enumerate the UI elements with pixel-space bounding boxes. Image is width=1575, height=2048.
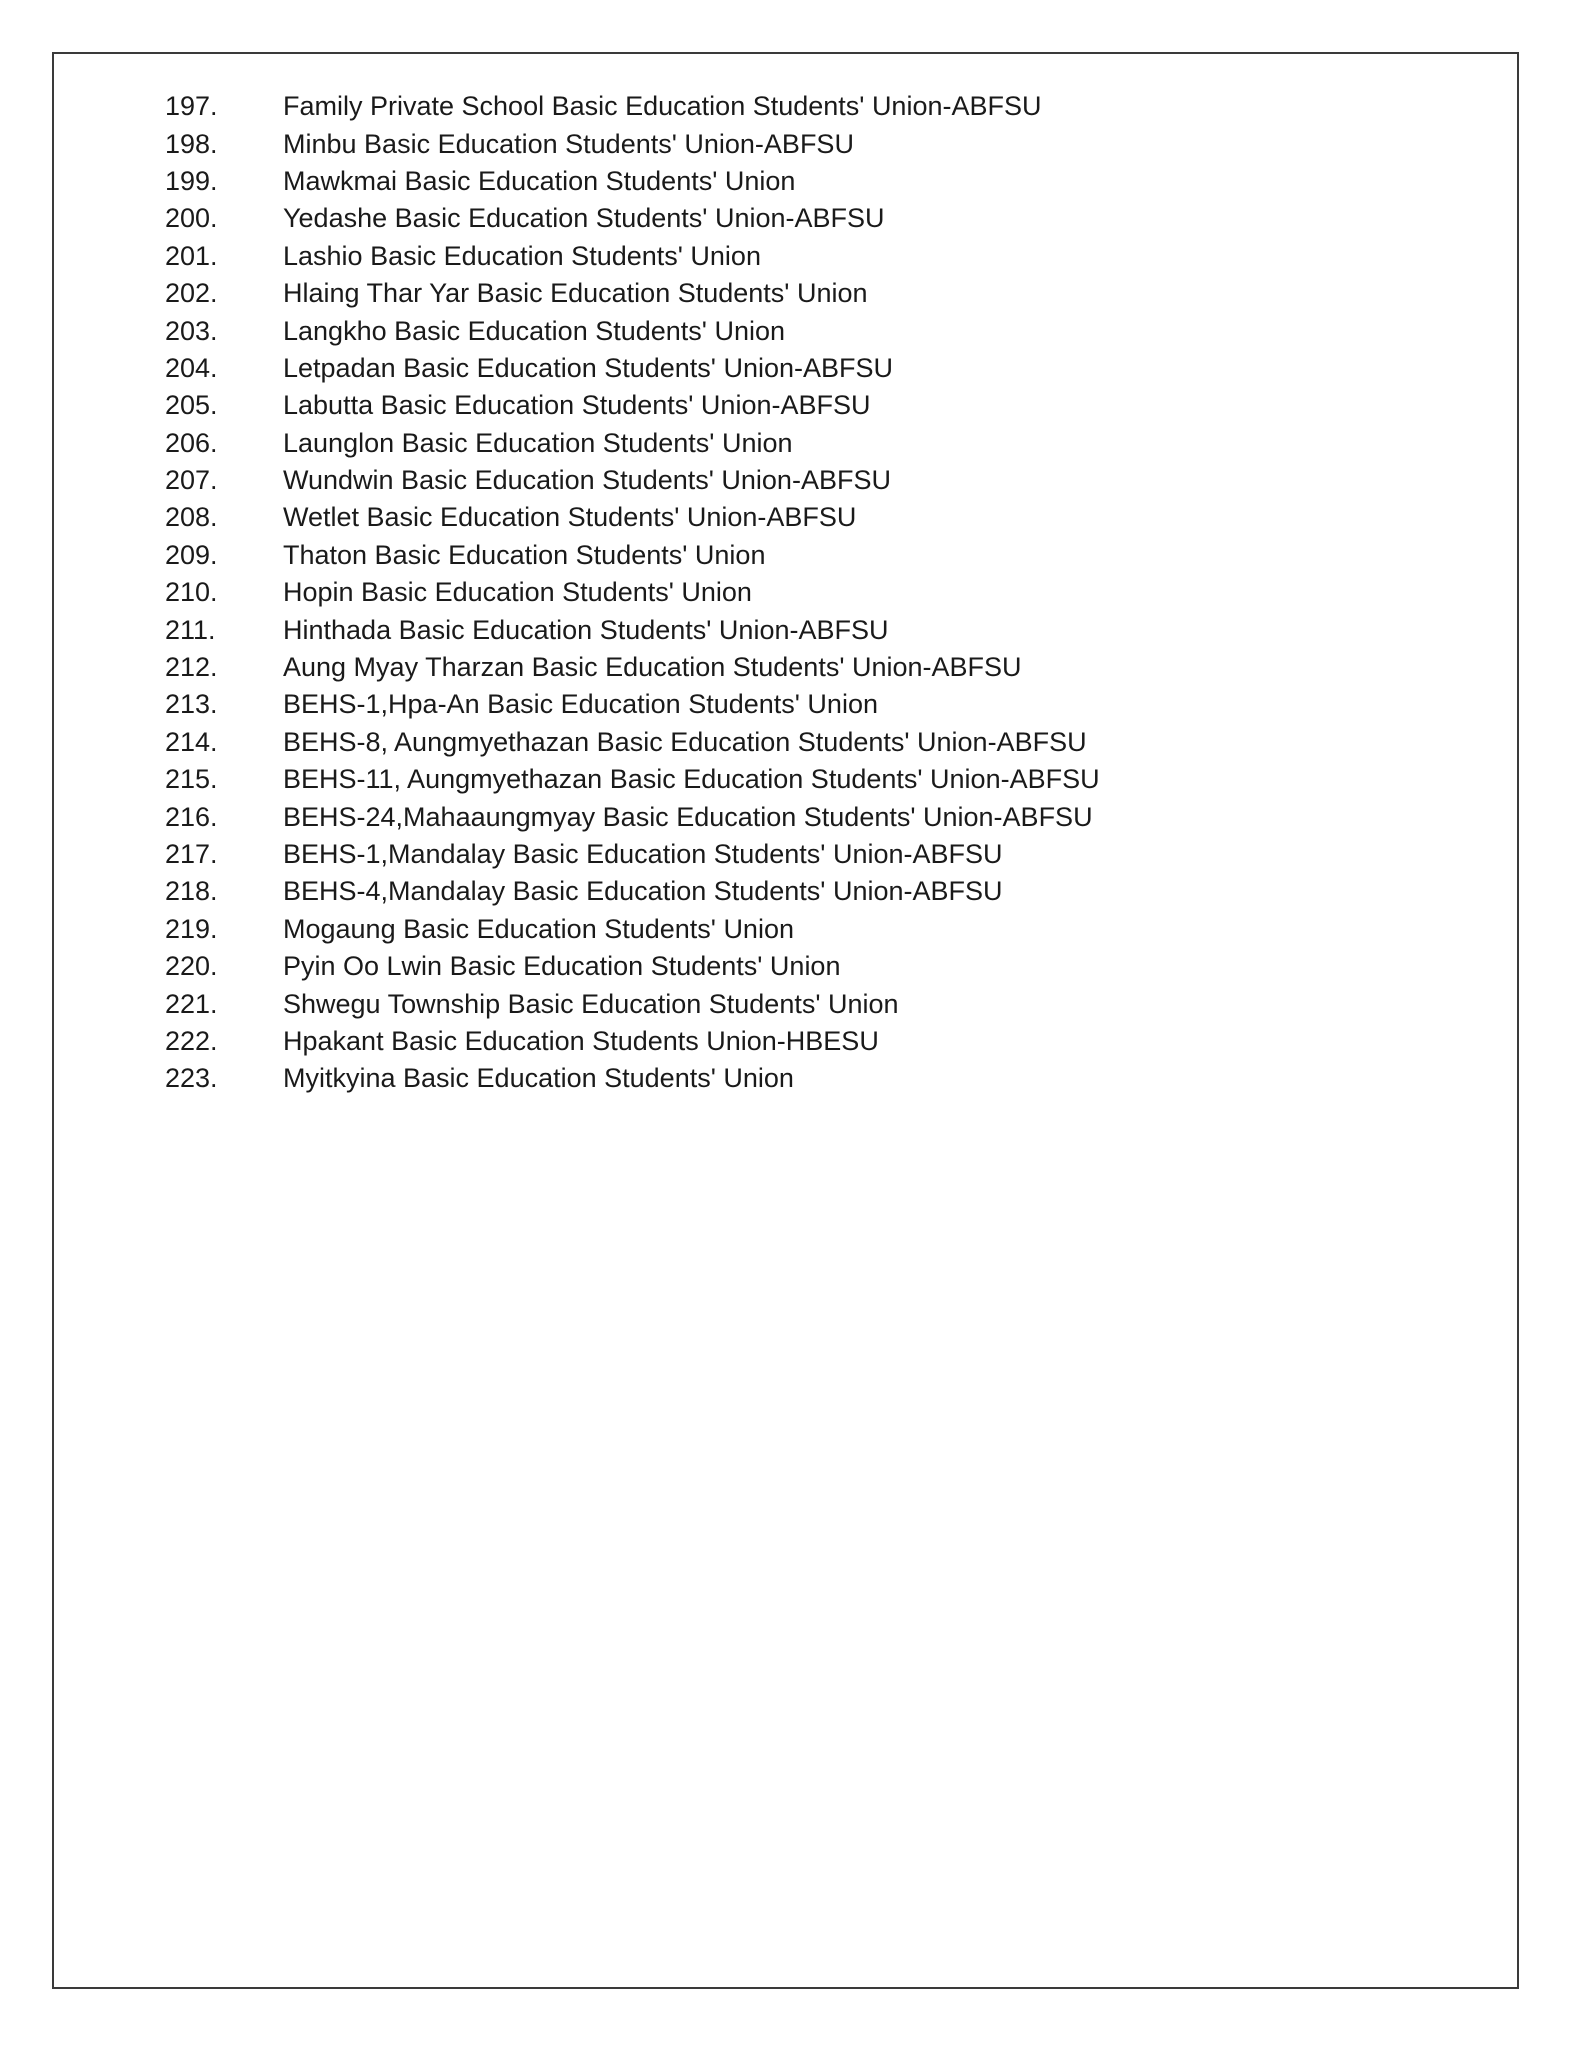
item-number: 205. xyxy=(165,390,218,421)
item-number: 214. xyxy=(165,726,218,757)
item-number: 216. xyxy=(165,801,218,832)
list-item xyxy=(165,537,1100,574)
list-item xyxy=(165,499,1100,536)
item-number: 197. xyxy=(165,91,218,122)
list-item xyxy=(165,125,1100,162)
item-name: Letpadan Basic Education Students' Union-ABFSU xyxy=(283,352,894,383)
list-item xyxy=(165,798,1100,835)
list-item xyxy=(165,312,1100,349)
item-name: BEHS-11, Aungmyethazan Basic Education Students' Union-ABFSU xyxy=(283,764,1100,795)
item-name: Aung Myay Tharzan Basic Education Students' Union-ABFSU xyxy=(283,652,1022,683)
list-item xyxy=(165,1023,1100,1060)
item-number: 201. xyxy=(165,240,218,271)
item-number: 198. xyxy=(165,128,218,159)
list-item xyxy=(165,462,1100,499)
list-item xyxy=(165,1060,1100,1097)
item-number: 210. xyxy=(165,577,218,608)
list-item xyxy=(165,275,1100,312)
item-number: 211. xyxy=(165,614,216,645)
list-item xyxy=(165,836,1100,873)
list-item xyxy=(165,911,1100,948)
list-item xyxy=(165,724,1100,761)
list-item xyxy=(165,350,1100,387)
organization-list xyxy=(165,88,1100,1098)
list-item xyxy=(165,611,1100,648)
item-number: 206. xyxy=(165,427,218,458)
item-name: Minbu Basic Education Students' Union-ABFSU xyxy=(283,128,854,159)
list-item xyxy=(165,238,1100,275)
item-name: Hinthada Basic Education Students' Union-ABFSU xyxy=(283,614,889,645)
item-name: Hpakant Basic Education Students Union-HBESU xyxy=(283,1025,879,1056)
list-item xyxy=(165,761,1100,798)
item-number: 202. xyxy=(165,278,218,309)
list-item xyxy=(165,873,1100,910)
item-number: 223. xyxy=(165,1063,218,1094)
item-name: Yedashe Basic Education Students' Union-ABFSU xyxy=(283,203,885,234)
item-name: Lashio Basic Education Students' Union xyxy=(283,240,761,271)
item-number: 218. xyxy=(165,876,218,907)
item-name: Thaton Basic Education Students' Union xyxy=(283,539,766,570)
item-number: 217. xyxy=(165,839,218,869)
item-name: BEHS-1,Mandalay Basic Education Students' Union-ABFSU xyxy=(283,839,1003,869)
item-number: 222. xyxy=(165,1025,218,1056)
list-item xyxy=(165,985,1100,1022)
item-number: 200. xyxy=(165,203,218,234)
list-item xyxy=(165,88,1100,125)
list-item xyxy=(165,948,1100,985)
item-name: Shwegu Township Basic Education Students' Union xyxy=(283,988,899,1019)
item-name: Mogaung Basic Education Students' Union xyxy=(283,913,794,944)
item-number: 199. xyxy=(165,165,218,196)
item-name: Pyin Oo Lwin Basic Education Students' Union xyxy=(283,951,841,982)
item-name: Labutta Basic Education Students' Union-ABFSU xyxy=(283,390,871,421)
item-number: 220. xyxy=(165,951,218,982)
item-number: 204. xyxy=(165,352,218,383)
item-name: Wetlet Basic Education Students' Union-ABFSU xyxy=(283,502,857,533)
list-item xyxy=(165,200,1100,237)
item-number: 208. xyxy=(165,502,218,533)
item-number: 207. xyxy=(165,465,218,496)
item-name: BEHS-8, Aungmyethazan Basic Education Students' Union-ABFSU xyxy=(283,726,1087,757)
item-number: 212. xyxy=(165,652,218,683)
list-item xyxy=(165,574,1100,611)
item-name: BEHS-1,Hpa-An Basic Education Students' Union xyxy=(283,689,878,720)
item-name: BEHS-24,Mahaaungmyay Basic Education Students' Union-ABFSU xyxy=(283,801,1093,832)
list-item xyxy=(165,649,1100,686)
item-name: BEHS-4,Mandalay Basic Education Students' Union-ABFSU xyxy=(283,876,1003,907)
item-name: Hlaing Thar Yar Basic Education Students' Union xyxy=(283,278,868,309)
item-name: Mawkmai Basic Education Students' Union xyxy=(283,165,796,196)
list-item xyxy=(165,387,1100,424)
list-item xyxy=(165,425,1100,462)
item-number: 215. xyxy=(165,764,218,795)
item-number: 209. xyxy=(165,539,218,570)
item-name: Hopin Basic Education Students' Union xyxy=(283,577,752,608)
item-number: 213. xyxy=(165,689,218,720)
item-name: Wundwin Basic Education Students' Union-ABFSU xyxy=(283,465,891,496)
item-name: Myitkyina Basic Education Students' Union xyxy=(283,1063,794,1094)
list-item xyxy=(165,686,1100,723)
list-item xyxy=(165,163,1100,200)
item-name: Launglon Basic Education Students' Union xyxy=(283,427,793,458)
item-number: 219. xyxy=(165,913,218,944)
item-name: Family Private School Basic Education Students' Union-ABFSU xyxy=(283,91,1042,122)
item-number: 221. xyxy=(165,988,218,1019)
item-number: 203. xyxy=(165,315,218,346)
item-name: Langkho Basic Education Students' Union xyxy=(283,315,785,346)
